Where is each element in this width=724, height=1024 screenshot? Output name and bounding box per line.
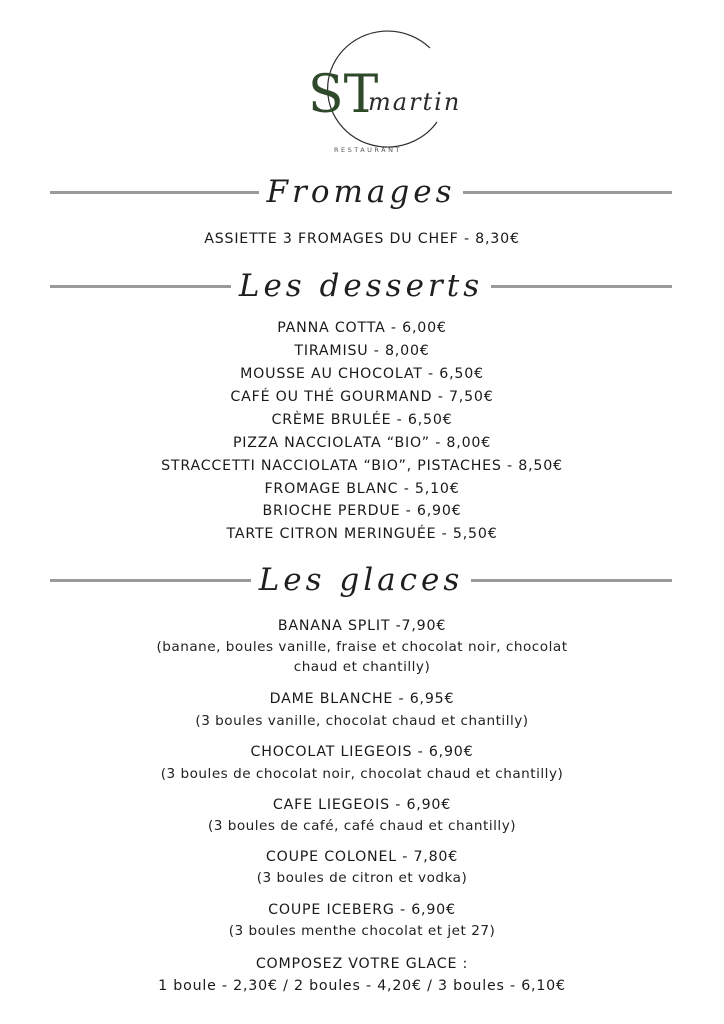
menu-item-description: chaud et chantilly) — [293, 659, 431, 675]
menu-item: STRACCETTI NACCIOLATA “BIO”, PISTACHES - 8,50€ — [161, 458, 563, 474]
menu-item: CRÈME BRULÉE - 6,50€ — [271, 412, 453, 428]
section-header-desserts — [50, 266, 672, 306]
menu-item-description: (3 boules de citron et vodka) — [256, 870, 468, 886]
menu-item-description: (3 boules vanille, chocolat chaud et chantilly) — [195, 713, 529, 729]
logo-mark — [302, 30, 462, 155]
section-header-fromages — [50, 172, 672, 212]
compose-prices: 1 boule - 2,30€ / 2 boules - 4,20€ / 3 boules - 6,10€ — [158, 978, 566, 994]
menu-item-name: CAFE LIEGEOIS - 6,90€ — [272, 797, 452, 813]
divider-left — [50, 579, 272, 582]
menu-item: PANNA COTTA - 6,00€ — [277, 320, 447, 336]
menu-item-name: BANANA SPLIT -7,90€ — [277, 618, 447, 634]
divider-right — [452, 191, 672, 194]
logo-initials: ST — [308, 65, 379, 125]
section-title-desserts: Les desserts — [231, 268, 491, 304]
section-title-glaces: Les glaces — [251, 562, 472, 598]
menu-item: MOUSSE AU CHOCOLAT - 6,50€ — [240, 366, 484, 382]
divider-left — [50, 191, 272, 194]
restaurant-logo — [302, 30, 462, 155]
menu-item: TIRAMISU - 8,00€ — [294, 343, 430, 359]
menu-item-name: COUPE ICEBERG - 6,90€ — [268, 902, 456, 918]
compose-title: COMPOSEZ VOTRE GLACE : — [255, 956, 469, 972]
menu-item-name: DAME BLANCHE - 6,95€ — [269, 691, 455, 707]
menu-item-name: CHOCOLAT LIEGEOIS - 6,90€ — [250, 744, 474, 760]
menu-item: BRIOCHE PERDUE - 6,90€ — [262, 503, 462, 519]
menu-item: ASSIETTE 3 FROMAGES DU CHEF - 8,30€ — [204, 231, 520, 247]
section-title-fromages: Fromages — [259, 174, 464, 210]
logo-subtitle: RESTAURANT — [334, 146, 402, 154]
menu-item: PIZZA NACCIOLATA “BIO” - 8,00€ — [232, 435, 492, 451]
menu-item-description: (banane, boules vanille, fraise et chocolat noir, chocolat — [156, 639, 568, 655]
menu-item: CAFÉ OU THÉ GOURMAND - 7,50€ — [230, 389, 494, 405]
section-header-glaces — [50, 560, 672, 600]
divider-right — [452, 579, 672, 582]
menu-item-description: (3 boules menthe chocolat et jet 27) — [228, 923, 496, 939]
menu-item: FROMAGE BLANC - 5,10€ — [264, 481, 460, 497]
menu-item-name: COUPE COLONEL - 7,80€ — [265, 849, 459, 865]
menu-item-description: (3 boules de café, café chaud et chantilly) — [207, 818, 517, 834]
menu-item: TARTE CITRON MERINGUÉE - 5,50€ — [226, 526, 498, 542]
logo-script-name: martin — [368, 88, 462, 116]
menu-item-description: (3 boules de chocolat noir, chocolat chaud et chantilly) — [160, 766, 564, 782]
